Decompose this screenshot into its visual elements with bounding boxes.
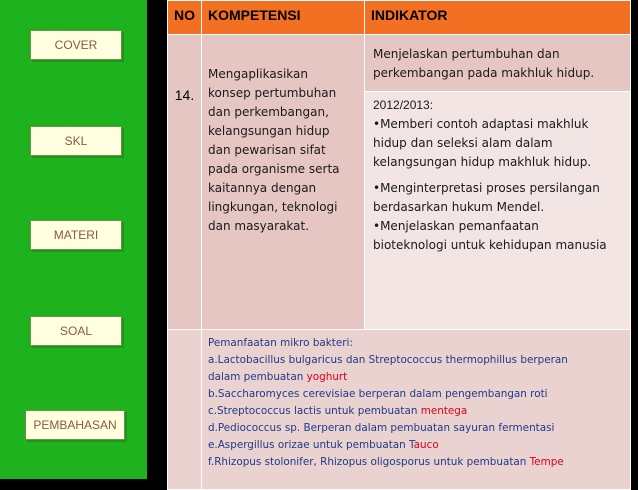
divider-strip [147,0,167,479]
indikator-line: •Menginterpretasi proses persilangan [373,181,600,195]
list-item: a.Lactobacillus bulgaricus dan Streptococcus thermophillus berperan [208,354,568,366]
pemanfaatan-cell [202,330,631,490]
kompetensi-line: Mengaplikasikan [208,67,308,81]
list-item [208,403,626,420]
indikator-line: kelangsungan hidup makhluk hidup. [373,155,592,169]
kompetensi-line: dan pewarisan sifat [208,143,326,157]
indikator-line: hidup dan seleksi alam dalam [373,136,553,150]
table-row [168,330,631,490]
header-no: NO [168,1,202,35]
table-row [168,35,631,92]
list-item-text: c.Streptococcus lactis untuk pembuatan [208,405,421,417]
highlight-text: auco [413,439,439,451]
empty-cell [168,330,202,490]
indikator-line: berdasarkan hukum Mendel. [373,200,545,214]
nav-button-soal[interactable]: SOAL [30,316,122,346]
list-item: b.Saccharomyces cerevisiae berperan dalam pengembangan roti [208,388,548,400]
indikator-year: 2012/2013: [373,98,434,112]
indikator-line: Menjelaskan pertumbuhan dan [373,47,560,61]
list-item [208,437,626,454]
competency-table [167,0,631,490]
highlight-text: yoghurt [306,371,348,383]
indikator-line: bioteknologi untuk kehidupan manusia [373,238,607,252]
kompetensi-line: pada organisme serta [208,162,340,176]
nav-button-pembahasan[interactable]: PEMBAHASAN [25,410,125,440]
kompetensi-line: konsep pertumbuhan [208,86,337,100]
table-header-row [168,1,631,35]
kompetensi-line: dan masyarakat. [208,219,310,233]
indikator-line: •Memberi contoh adaptasi makhluk [373,117,589,131]
header-kompetensi: KOMPETENSI [202,1,365,35]
list-item [208,369,626,386]
list-item: d.Pediococcus sp. Berperan dalam pembuatan sayuran fermentasi [208,422,555,434]
indikator-line: •Menjelaskan pemanfaatan [373,219,539,233]
content-panel [167,0,630,479]
row-number: 14. [168,35,202,330]
list-item-text: f.Rhizopus stolonifer, Rhizopus oligosporus untuk pembuatan [208,456,530,468]
highlight-text: Tempe [529,456,564,468]
header-indikator: INDIKATOR [365,1,631,35]
highlight-text: mentega [420,405,468,417]
indikator-cell-1 [365,35,631,92]
list-item [208,454,626,471]
sidebar-nav [0,0,147,479]
pemanfaatan-title: Pemanfaatan mikro bakteri: [208,337,353,349]
indikator-line: perkembangan pada makhluk hidup. [373,66,595,80]
list-item-text: dalam pembuatan [208,371,307,383]
indikator-cell-2 [365,92,631,330]
kompetensi-cell [202,35,365,330]
kompetensi-line: dan perkembangan, [208,105,329,119]
list-item-text: e.Aspergillus orizae untuk pembuatan T [208,439,414,451]
nav-button-materi[interactable]: MATERI [30,220,122,250]
nav-button-cover[interactable]: COVER [30,30,122,60]
nav-button-skl[interactable]: SKL [30,126,122,156]
kompetensi-line: kelangsungan hidup [208,124,330,138]
kompetensi-line: lingkungan, teknologi [208,200,338,214]
kompetensi-line: kaitannya dengan [208,181,317,195]
